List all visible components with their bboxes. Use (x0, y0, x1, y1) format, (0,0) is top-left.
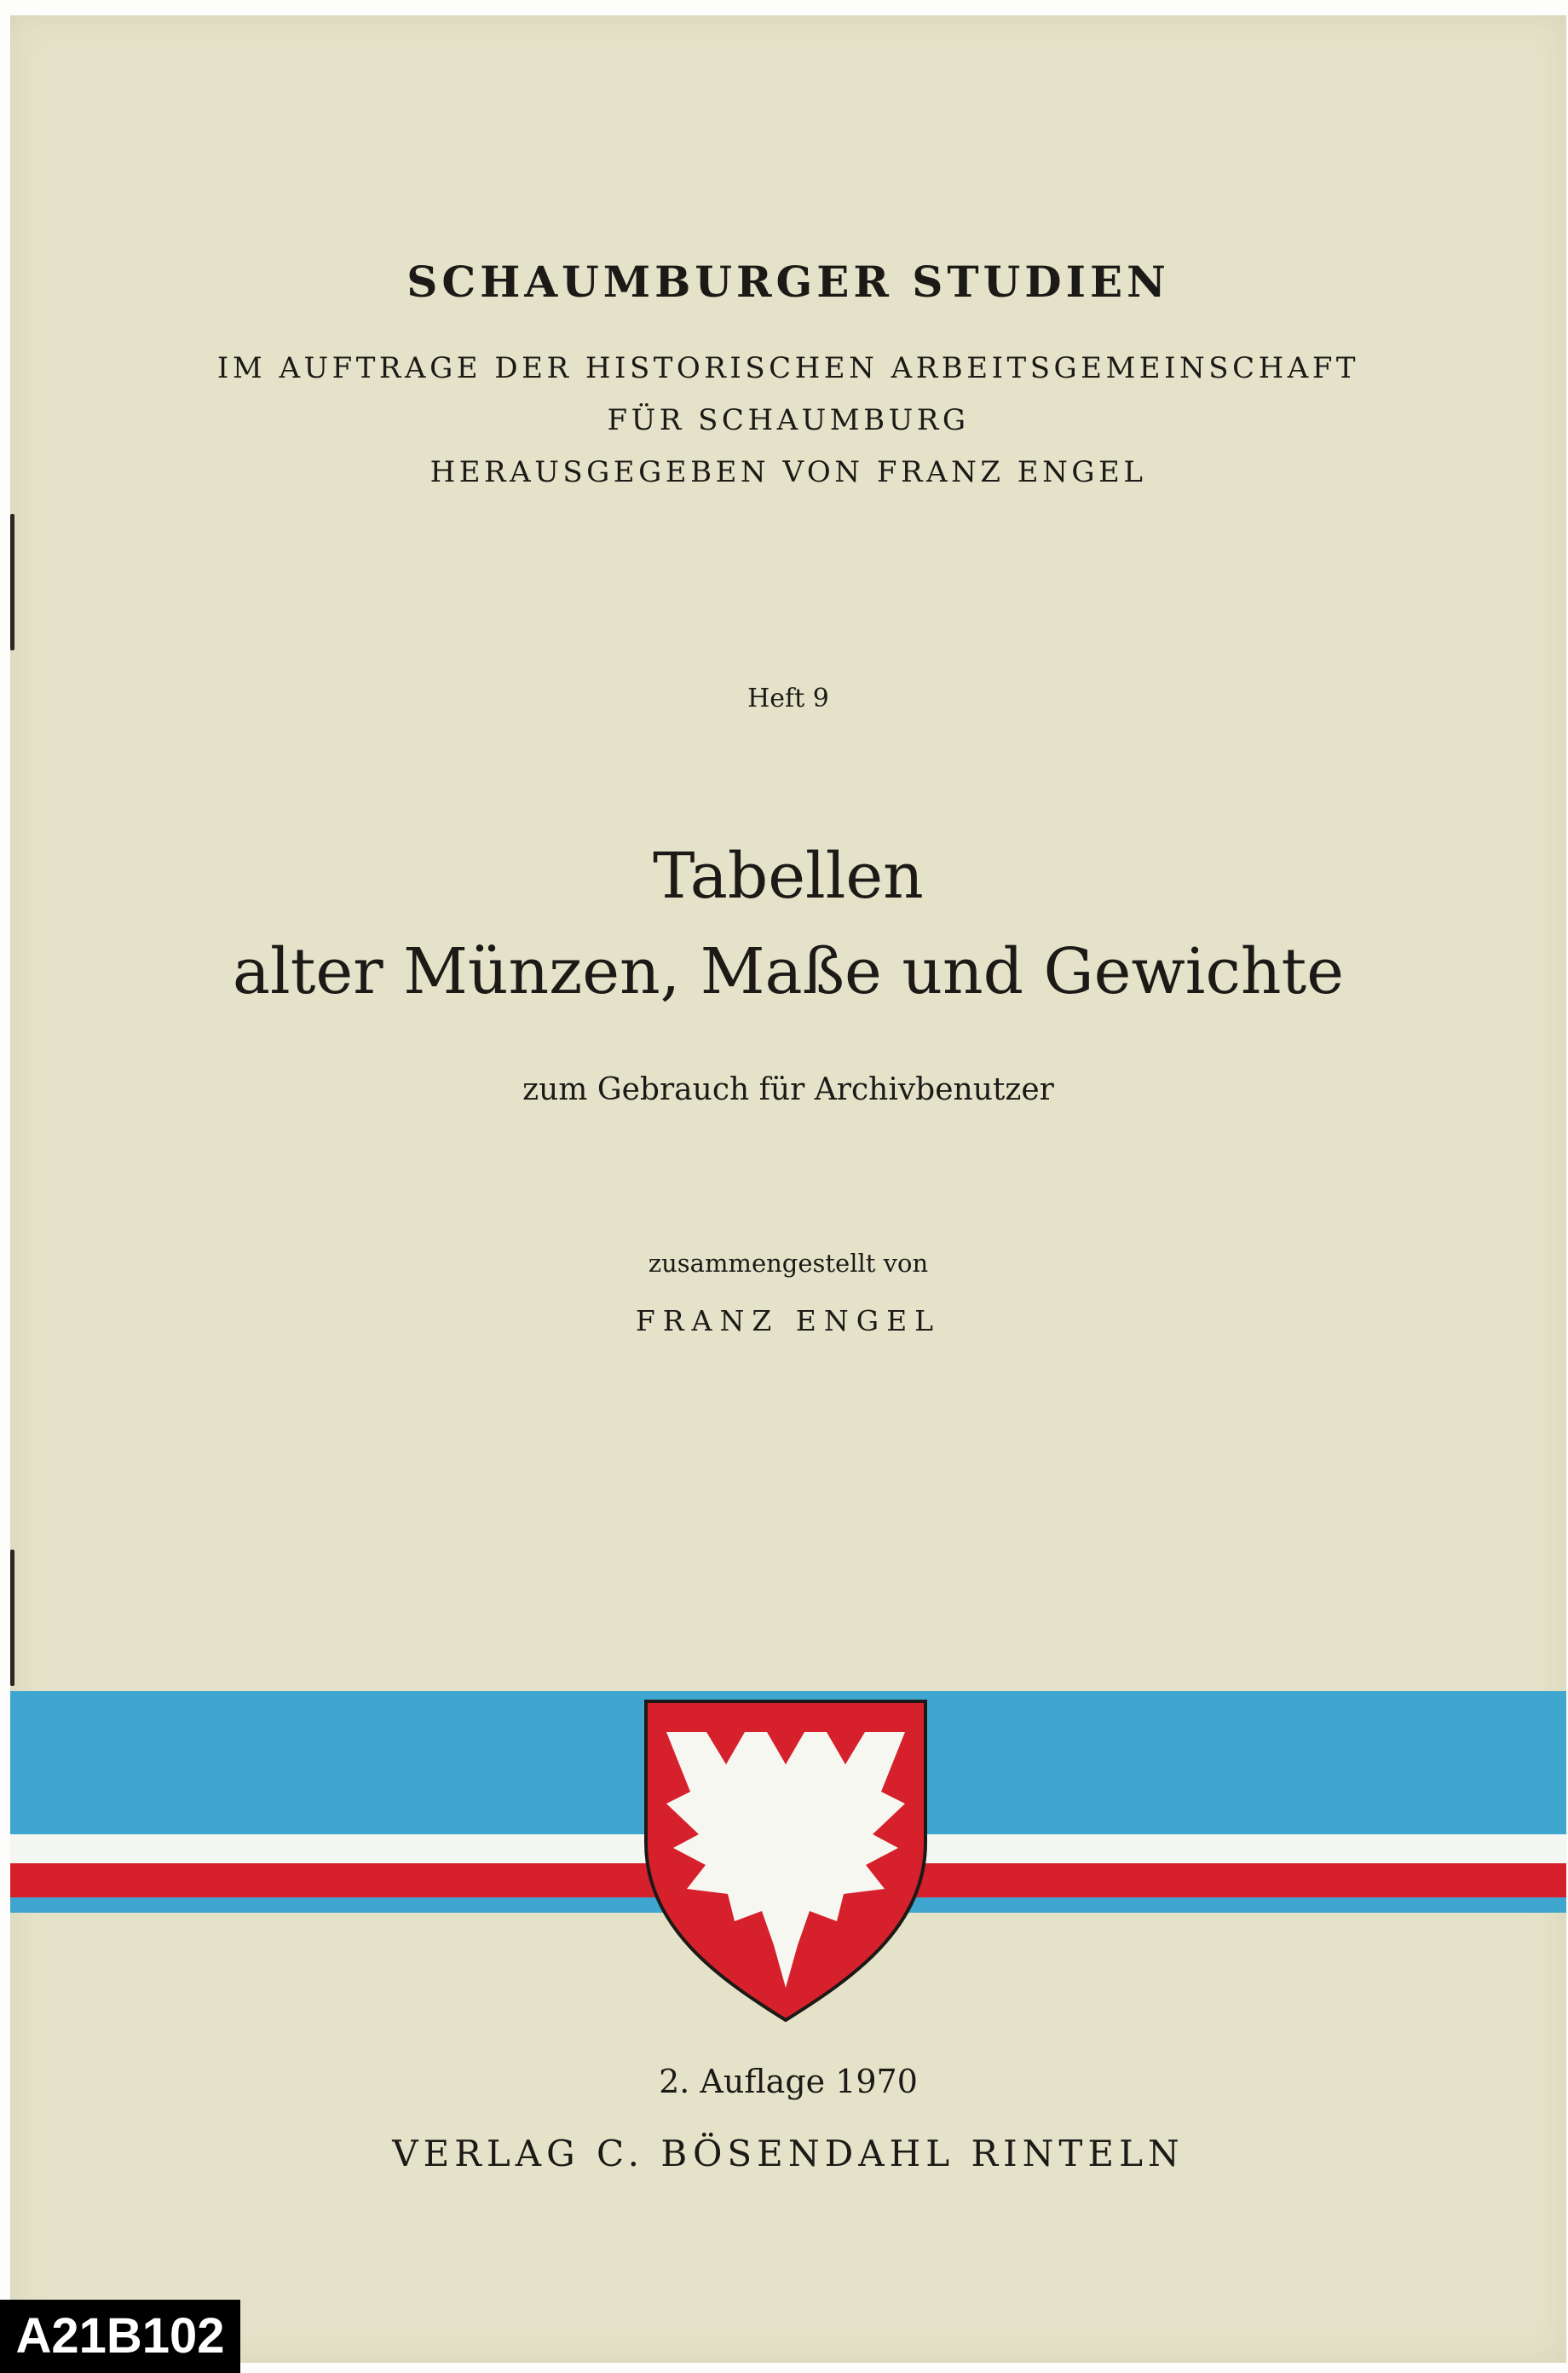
edition-line: 2. Auflage 1970 (659, 2063, 918, 2100)
book-subtitle: zum Gebrauch für Archivbenutzer (522, 1072, 1054, 1107)
book-cover (10, 15, 1566, 2363)
staple-mark (10, 1550, 14, 1686)
publisher-line: VERLAG C. BÖSENDAHL RINTELN (392, 2133, 1185, 2174)
catalog-label: A21B102 (0, 2300, 240, 2373)
series-editor: HERAUSGEGEBEN VON FRANZ ENGEL (429, 455, 1147, 489)
book-title (10, 829, 1566, 1019)
staple-mark (10, 514, 14, 650)
author-name: FRANZ ENGEL (635, 1304, 942, 1337)
series-region: FÜR SCHAUMBURG (607, 403, 970, 437)
compiled-by-label: zusammengestellt von (648, 1249, 929, 1278)
series-title: SCHAUMBURGER STUDIEN (406, 257, 1170, 307)
book-title-line-2: alter Münzen, Maße und Gewichte (232, 935, 1345, 1008)
schaumburg-nettle-leaf-shield-icon (643, 1698, 929, 2022)
book-title-line-1: Tabellen (653, 840, 924, 913)
issue-number: Heft 9 (747, 684, 829, 713)
series-commission: IM AUFTRAGE DER HISTORISCHEN ARBEITSGEMEINSCHAFT (216, 351, 1360, 385)
